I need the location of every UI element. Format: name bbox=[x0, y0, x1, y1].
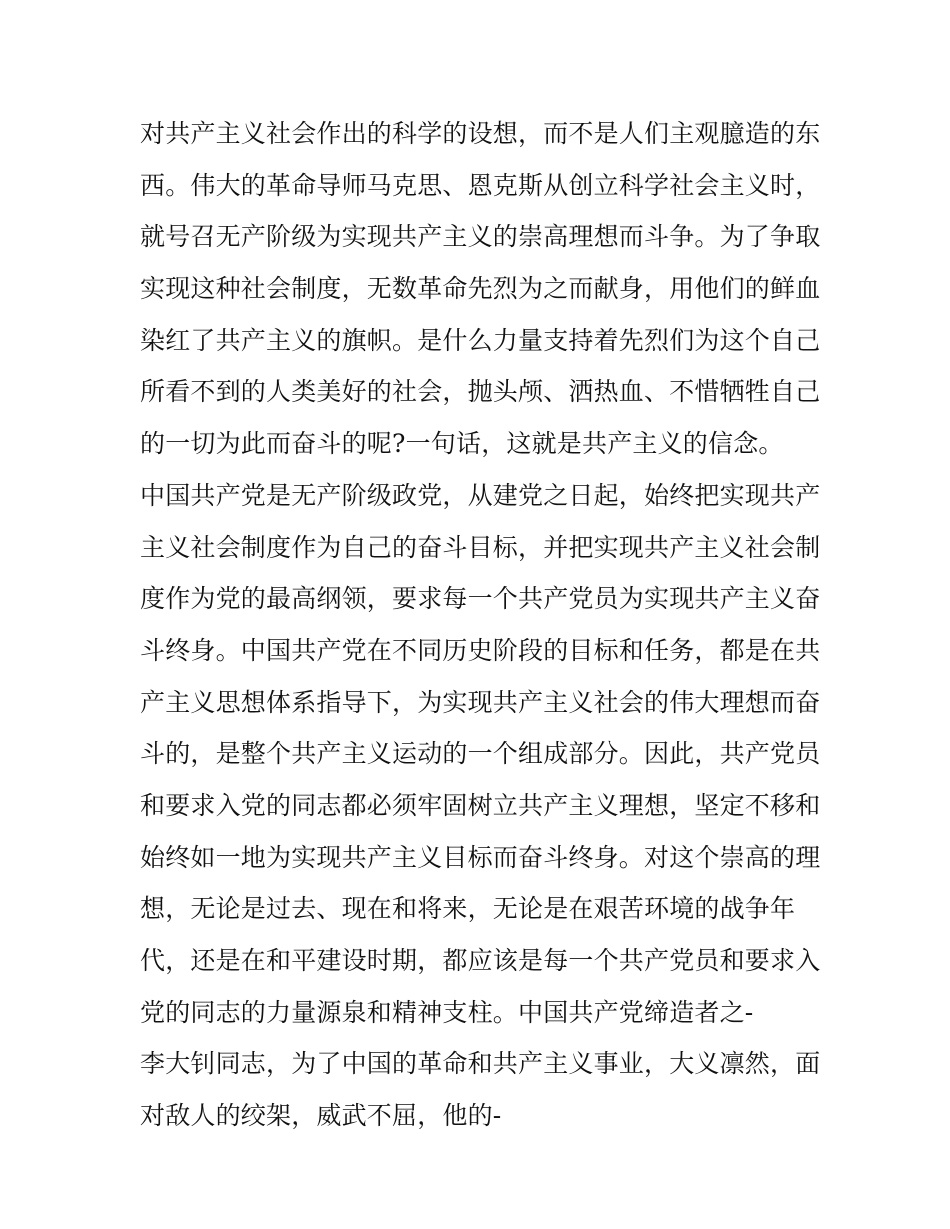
text-line: 主义社会制度作为自己的奋斗目标，并把实现共产主义社会制 bbox=[140, 532, 821, 562]
text-line: 就号召无产阶级为实现共产主义的崇高理想而斗争。为了争取 bbox=[140, 222, 821, 252]
text-line: 对共产主义社会作出的科学的设想，而不是人们主观臆造的东 bbox=[140, 119, 821, 148]
text-line: 斗的，是整个共产主义运动的一个组成部分。因此，共产党员 bbox=[140, 739, 821, 769]
text-line: 所看不到的人类美好的社会，抛头颅、洒热血、不惜牺牲自己 bbox=[140, 377, 821, 407]
text-line: 产主义思想体系指导下，为实现共产主义社会的伟大理想而奋 bbox=[140, 687, 821, 717]
body-text bbox=[140, 108, 820, 1142]
text-line: 度作为党的最高纲领，要求每一个共产党员为实现共产主义奋 bbox=[140, 584, 821, 614]
text-line: 西。伟大的革命导师马克思、恩克斯从创立科学社会主义时， bbox=[140, 170, 821, 200]
text-line: 想，无论是过去、现在和将来，无论是在艰苦环境的战争年 bbox=[140, 894, 796, 924]
text-line: 中国共产党是无产阶级政党，从建党之日起，始终把实现共产 bbox=[140, 480, 821, 510]
text-line: 和要求入党的同志都必须牢固树立共产主义理想，坚定不移和 bbox=[140, 790, 821, 820]
text-line: 党的同志的力量源泉和精神支柱。中国共产党缔造者之- bbox=[140, 997, 754, 1027]
text-line: 实现这种社会制度，无数革命先烈为之而献身，用他们的鲜血 bbox=[140, 274, 821, 304]
text-line: 的一切为此而奋斗的呢?一句话，这就是共产主义的信念。 bbox=[140, 429, 784, 459]
text-line: 斗终身。中国共产党在不同历史阶段的目标和任务，都是在共 bbox=[140, 635, 821, 665]
text-line: 对敌人的绞架，威武不屈，他的- bbox=[140, 1101, 502, 1131]
text-line: 始终如一地为实现共产主义目标而奋斗终身。对这个崇高的理 bbox=[140, 842, 821, 872]
text-line: 染红了共产主义的旗帜。是什么力量支持着先烈们为这个自己 bbox=[140, 325, 821, 355]
text-line: 代，还是在和平建设时期，都应该是每一个共产党员和要求入 bbox=[140, 946, 821, 975]
text-line: 李大钊同志，为了中国的革命和共产主义事业，大义凛然，面 bbox=[140, 1049, 821, 1079]
